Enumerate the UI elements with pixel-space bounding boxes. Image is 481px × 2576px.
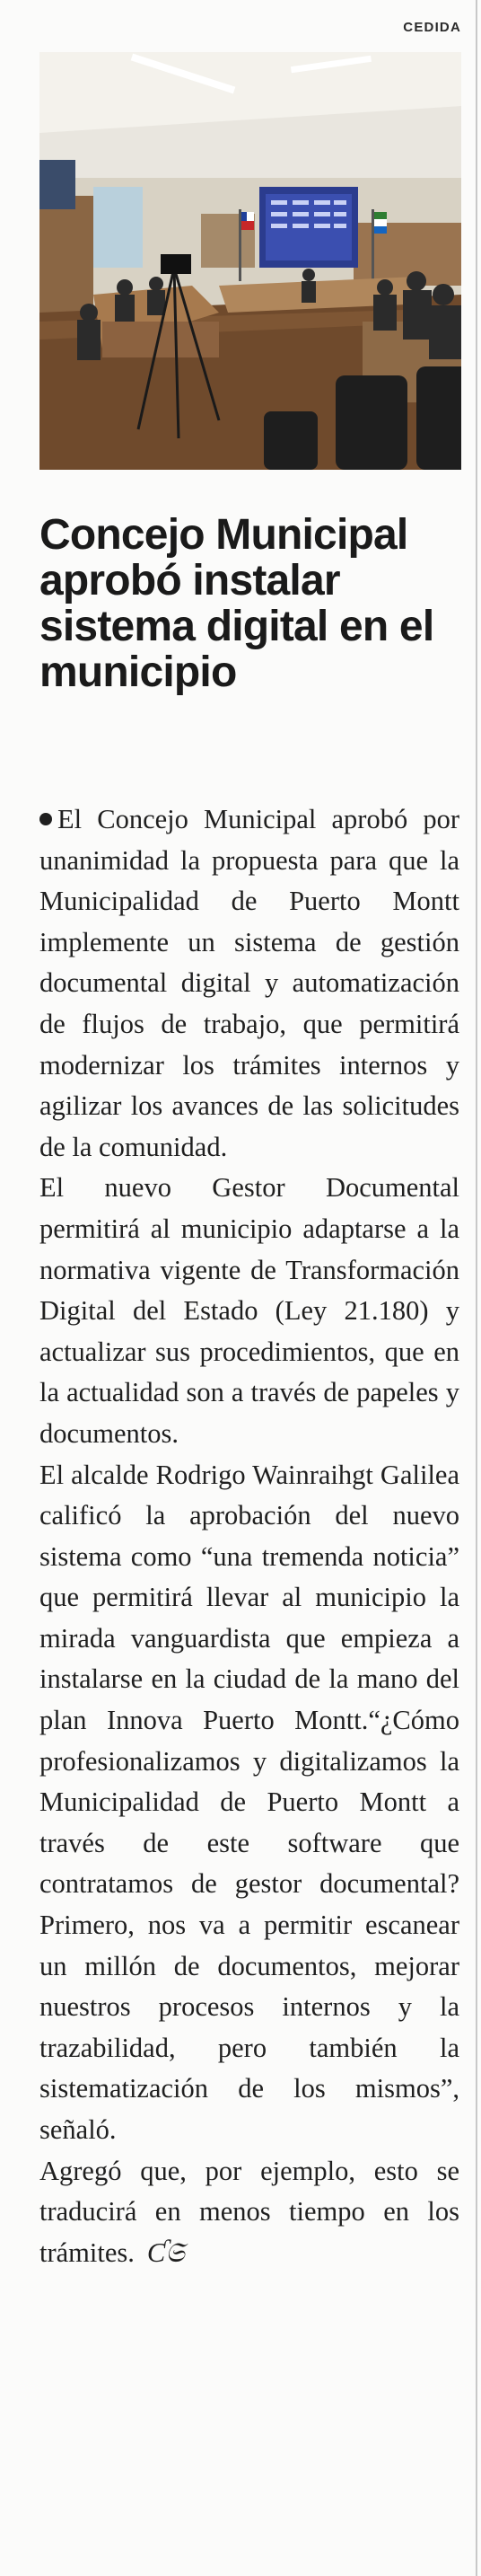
paragraph-1-text: El Concejo Municipal aprobó por unanimidad la propuesta para que la Municipalidad de Puerto Montt implemente un sistema de gestión documental digital y automatización de flujos de trabajo, que permitirá modernizar los trámites internos y agilizar los avances de las solicitudes de la comunidad. [39, 804, 459, 1162]
paragraph-3: El alcalde Rodrigo Wainraihgt Galilea calificó la aprobación del nuevo sistema como “una tremenda noticia” que permitirá llevar al municipio la mirada vanguardista que empieza a instalarse en la ciudad de la mano del plan Innova Puerto Montt.“¿Cómo profesionalizamos y digitalizamos la Municipalidad de Puerto Montt a través de este software que contratamos de gestor documental? Primero, nos va a permitir escanear un millón de documentos, mejorar nuestros procesos internos y la trazabilidad, pero también la sistematización de los mismos”, señaló. [39, 1459, 459, 2145]
headline: Concejo Municipal aprobó instalar sistema digital en el municipio [39, 511, 434, 696]
paragraph-4-text: Agregó que, por ejemplo, esto se traducirá en menos tiempo en los trámites. [39, 2155, 459, 2268]
end-mark: Ƈ𝔖 [146, 2236, 185, 2268]
bullet-icon [39, 813, 52, 825]
paragraph-1 [39, 799, 459, 1168]
paragraph-4 [39, 2151, 459, 2274]
article-body [39, 799, 459, 2273]
article-photo [39, 52, 461, 470]
photo-credit: CEDIDA [403, 20, 461, 35]
paragraph-2: El nuevo Gestor Documental permitirá al municipio adaptarse a la normativa vigente de Transformación Digital del Estado (Ley 21.180) y actualizar sus procedimientos, que en la actualidad son a través de papeles y documentos. [39, 1172, 459, 1449]
